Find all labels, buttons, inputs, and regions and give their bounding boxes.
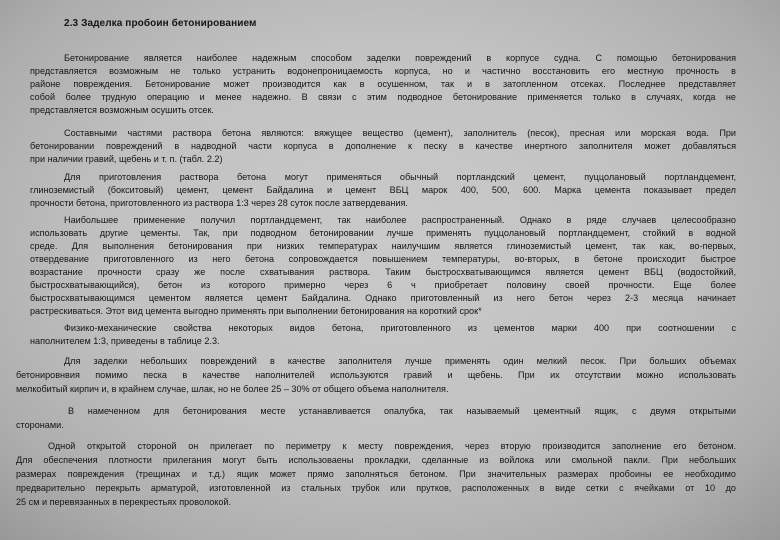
text-line: Физико-механические свойства некоторых видов бетона, приготовленного из цементов марки 400 при соотношении с: [64, 323, 736, 333]
text-line: собой более трудную операцию и менее надежно. В связи с этим подводное бетонирование применяется только в случаях, когда не: [30, 92, 736, 102]
text-line: Составными частями раствора бетона являются: вяжущее вещество (цемент), заполнитель (песок), пресная или морская вода. При: [64, 128, 736, 138]
text-line: представляется возможным осушить отсек.: [30, 105, 214, 115]
text-line: глиноземистый (бокситовый) цемент, цемент Байдалина и цемент ВБЦ марок 400, 500, 600. Марка цемента показывает предел: [30, 185, 736, 195]
text-line: быстросхватывающийся), бетон из которого примерно через 6 ч приобретает половину своей прочности. Еще более: [30, 280, 736, 290]
text-line: Бетонирование является наиболее надежным способом заделки повреждений в корпусе судна. С помощью бетонирования: [64, 53, 736, 63]
text-line: возрастание прочности сразу же после схватывания раствора. Таким быстросхватывающимся является цемент ВБЦ (водостойкий,: [30, 267, 736, 277]
text-line: районе повреждения. Бетонирование может производится как в осушенном, так и в затопленном отсеках. Последнее представляет: [30, 79, 736, 89]
text-line: Для приготовления раствора бетона могут применяться обычный портландский цемент, пуццолановый портландцемент,: [64, 172, 736, 182]
text-line: среде. Для выполнения бетонирования при низких температурах наилучшим является глиноземистый цемент, так как, во-первых,: [30, 241, 736, 251]
text-line: Одной открытой стороной он прилегает по периметру к месту повреждения, через вторую производится заполнение его бетоном.: [48, 441, 736, 451]
text-line: бетонировнвия помимо песка в качестве наполнителей используются гравий и щебень. При их отсутствии можно использовать: [16, 370, 736, 380]
text-line: представляется возможным не только устранить водонепроницаемость корпуса, но и частично восстановить его местную прочность в: [30, 66, 736, 76]
text-line: прочности бетона, приготовленного из раствора 1:3 через 28 суток после затвердевания.: [30, 198, 408, 208]
text-line: быстросхватывающимся цементом является цемент Байдалина. Однако приготовленный из него бетон через 2-3 месяца начинает: [30, 293, 736, 303]
text-line: при наличии гравий, щебень и т. п. (табл. 2.2): [30, 154, 223, 164]
text-line: использовать другие цементы. Так, при подводном бетонировании лучше применять пуццолановый портландцемент, стойкий в водной: [30, 228, 736, 238]
text-line: 25 см и перевязанных в перекрестьях проволокой.: [16, 497, 232, 507]
text-line: Для обеспечения плотности прилегания могут быть использоваены прокладки, сделанные из войлока или смольной пакли. При небольших: [16, 455, 736, 465]
text-line: В намеченном для бетонирования месте устанавливается опалубка, так называемый цементный ящик, с двумя открытыми: [68, 406, 736, 416]
text-line: Для заделки небольших повреждений в качестве заполнителя лучше применять один мелкий песок. При больших объемах: [64, 356, 736, 366]
section-title: 2.3 Заделка пробоин бетонированием: [64, 18, 257, 29]
text-line: сторонами.: [16, 420, 64, 430]
text-line: растрескиваться. Этот вид цемента выгодно применять при выполнении бетонирования на короткий срок*: [30, 306, 482, 316]
text-line: отвердевание приготовленного из него бетона сопровождается повышением температуры, во-вторых, в бетоне происходит быстрое: [30, 254, 736, 264]
text-line: наполнителем 1:3, приведены в таблице 2.3.: [30, 336, 220, 346]
text-line: мелкобитый кирпич и, в крайнем случае, шлак, но не более 25 – 30% от общего объема наполнителя.: [16, 384, 449, 394]
text-line: размерах повреждения (трещинах и т.д.) ящик может прямо заполняться бетоном. При значительных размерах пробоины ее необходимо: [16, 469, 736, 479]
text-line: предварительно перекрыть арматурой, изготовленной из стальных трубок или прутков, расположенных в виде сетки с ячейками от 10 до: [16, 483, 736, 493]
text-line: Наибольшее применение получил портландцемент, так наиболее распространенный. Однако в ряде случаев целесообразно: [64, 215, 736, 225]
text-line: бетонировании повреждений в надводной части корпуса в дополнение к песку в качестве инертного заполнителя может добавляться: [30, 141, 736, 151]
